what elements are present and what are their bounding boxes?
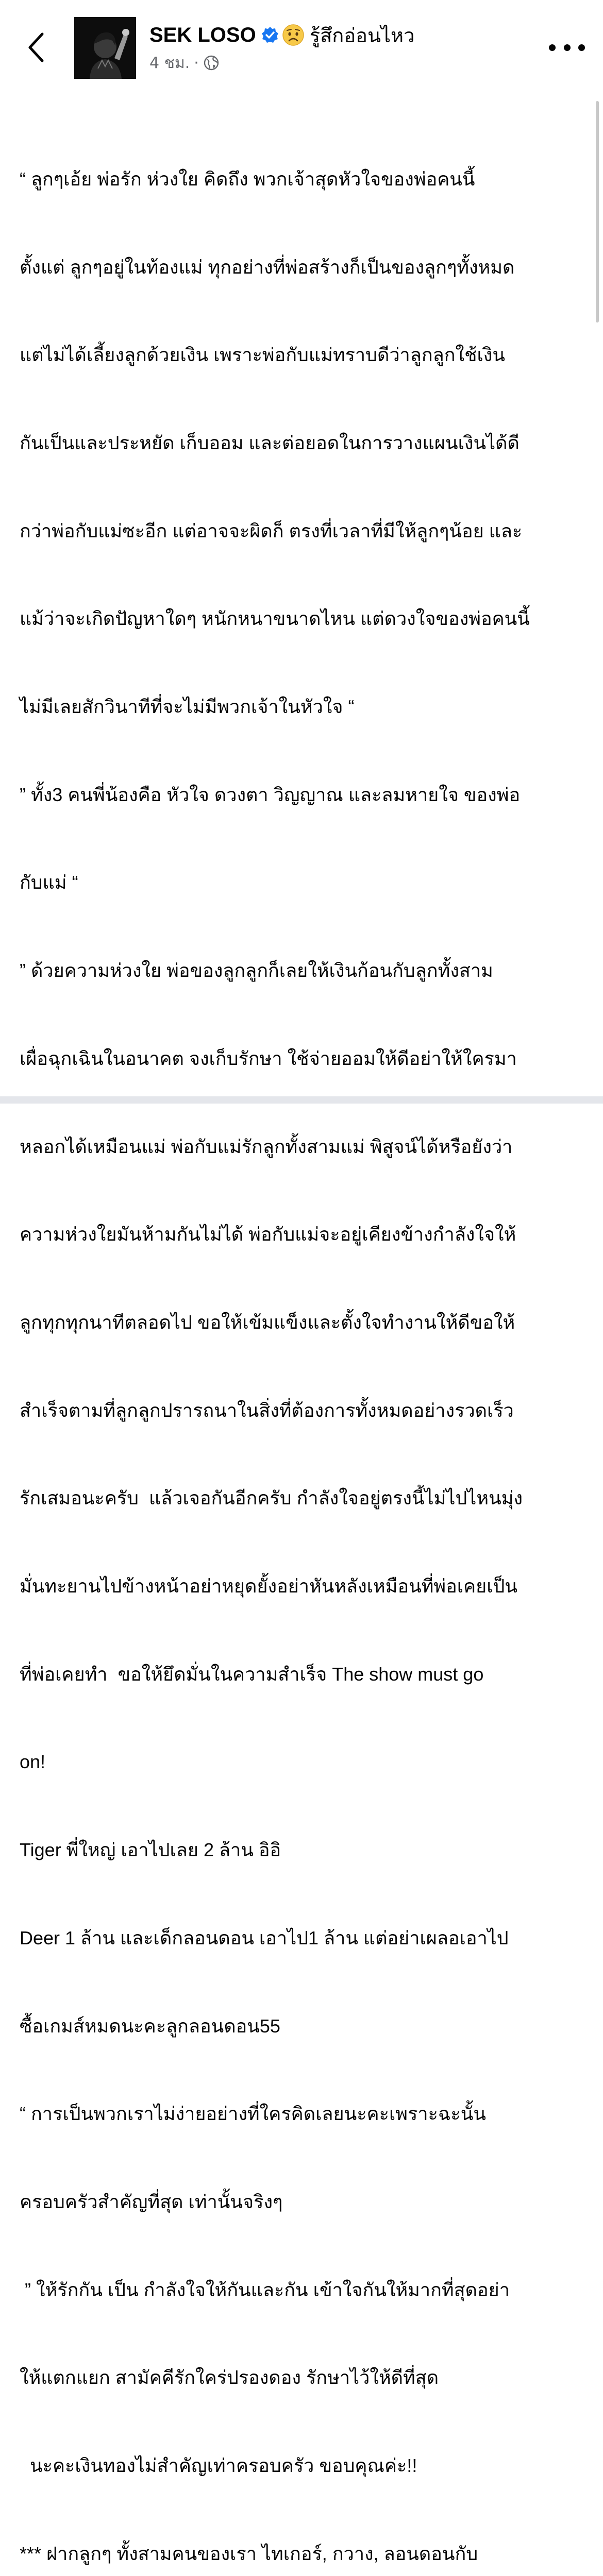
post-line: กับแม่ “ [20,872,78,893]
more-dots-icon [549,44,556,51]
more-options-button[interactable] [549,37,585,58]
post-line: ” ให้รักกัน เป็น กำลังใจให้กันและกัน เข้าใจกันให้มากที่สุดอย่า [20,2279,510,2300]
post-line: นะคะเงินทองไม่สำคัญเท่าครอบครัว ขอบคุณค่ะ!! [20,2455,417,2477]
more-dots-icon [564,44,571,51]
post-line: แม้ว่าจะเกิดปัญหาใดๆ หนักหนาขนาดไหน แต่ดวงใจของพ่อคนนี้ [20,608,530,630]
post-line: ครอบครัวสำคัญที่สุด เท่านั้นจริงๆ [20,2191,283,2212]
more-dots-icon [578,44,585,51]
post-time[interactable]: 4 ชม. [149,54,190,72]
verified-badge-icon [261,26,279,44]
post-line: ไม่มีเลยสักวินาทีที่จะไม่มีพวกเจ้าในหัวใจ “ [20,696,355,718]
post-line: มั่นทะยานไปข้างหน้าอย่าหยุดยั้งอย่าหันหลังเหมือนที่พ่อเคยเป็น [20,1575,518,1597]
post-body [20,106,587,2576]
post-line: “ การเป็นพวกเราไม่ง่ายอย่างที่ใครคิดเลยนะคะเพราะฉะนั้น [20,2103,486,2125]
post-line: ” ด้วยความห่วงใย พ่อของลูกลูกก็เลยให้เงินก้อนกับลูกทั้งสาม [20,960,493,981]
post-header [0,0,603,93]
feeling-text: รู้สึกอ่อนไหว [309,24,415,47]
sad-emoji-icon [282,24,305,46]
back-chevron-icon [27,32,45,63]
post-line: ” ทั้ง3 คนพี่น้องคือ หัวใจ ดวงตา วิญญาณ และลมหายใจ ของพ่อ [20,784,521,805]
post-line: ซื้อเกมส์หมดนะคะลูกลอนดอน55 [20,2015,280,2037]
post-line: แต่ไม่ได้เลี้ยงลูกด้วยเงิน เพราะพ่อกับแม่ทราบดีว่าลูกลูกใช้เงิน [20,344,505,366]
post-line: Deer 1 ล้าน และเด็กลอนดอน เอาไป1 ล้าน แต่อย่าเผลอเอาไป [20,1927,509,1948]
avatar-photo [74,17,136,79]
post-line: ให้แตกแยก สามัคคีรักใคร่ปรองดอง รักษาไว้ให้ดีที่สุด [20,2367,439,2388]
post-line: *** ฝากลูกๆ ทั้งสามคนของเรา ไทเกอร์, กวาง, ลอนดอนกับ [20,2543,478,2564]
globe-icon[interactable] [203,55,220,71]
post-line: กว่าพ่อกับแม่ซะอีก แต่อาจจะผิดก็ ตรงที่เวลาที่มีให้ลูกๆน้อย และ [20,520,523,541]
post-line: ความห่วงใยมันห้ามกันไม่ได้ พ่อกับแม่จะอยู่เคียงข้างกำลังใจให้ [20,1224,516,1245]
post-line: สำเร็จตามที่ลูกลูกปรารถนาในสิ่งที่ต้องการทั้งหมดอย่างรวดเร็ว [20,1399,514,1421]
post-line: เผื่อฉุกเฉินในอนาคต จงเก็บรักษา ใช้จ่ายออมให้ดีอย่าให้ใครมา [20,1047,517,1069]
bottom-divider [0,1096,603,1104]
post-line: หลอกได้เหมือนแม่ พ่อกับแม่รักลูกทั้งสามแม่ พิสูจน์ได้หรือยังว่า [20,1136,513,1157]
author-name[interactable]: SEK LOSO [149,23,256,46]
post-line: กันเป็นและประหยัด เก็บออม และต่อยอดในการวางแผนเงินได้ดี [20,432,520,453]
post-line: ที่พ่อเคยทำ ขอให้ยึดมั่นในความสำเร็จ The show must go [20,1663,484,1685]
scrollbar[interactable] [596,101,599,323]
post-line: on! [20,1751,46,1773]
avatar[interactable] [74,17,136,79]
meta-separator: · [194,54,199,72]
post-line: ตั้งแต่ ลูกๆอยู่ในท้องแม่ ทุกอย่างที่พ่อสร้างก็เป็นของลูกๆทั้งหมด [20,256,515,278]
post-line: ลูกทุกทุกนาทีตลอดไป ขอให้เข้มแข็งและตั้งใจทำงานให้ดีขอให้ [20,1311,515,1333]
post-line: “ ลูกๆเอ้ย พ่อรัก ห่วงใย คิดถึง พวกเจ้าสุดหัวใจของพ่อคนนี้ [20,168,475,190]
back-button[interactable] [21,27,52,68]
author-line [149,19,414,52]
post-line: Tiger พี่ใหญ่ เอาไปเลย 2 ล้าน อิอิ [20,1839,281,1861]
post-meta [149,52,220,74]
post-line: รักเสมอนะครับ แล้วเจอกันอีกครับ กำลังใจอยู่ตรงนี้ไม่ไปไหนมุ่ง [20,1487,523,1509]
